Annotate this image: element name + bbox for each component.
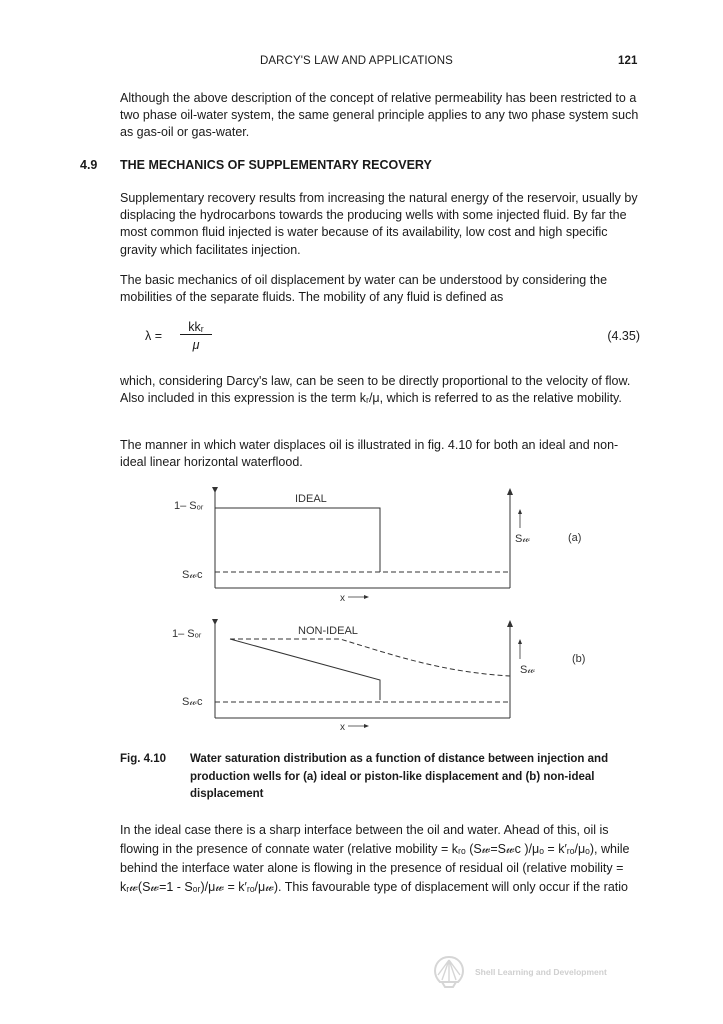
equation-number: (4.35)	[607, 329, 640, 343]
label-swc-non-ideal: S𝓌c	[182, 696, 203, 708]
panel-label-b: (b)	[572, 653, 586, 665]
arrow-up-icon	[507, 488, 513, 495]
label-1-sor-non-ideal: 1– Sₒᵣ	[172, 628, 202, 640]
paragraph-relative-permeability: Although the above description of the concept of relative permeability has been restricted to a two phase oil-water system, the same general principle applies to any two phase system such as gas-oil or gas-water.	[120, 91, 639, 140]
caption-label: Fig. 4.10	[120, 753, 167, 765]
figure-title-ideal: IDEAL	[295, 493, 327, 505]
figure-caption	[0, 751, 723, 807]
label-sw-ideal: S𝓌	[515, 533, 530, 545]
arrow-down-icon	[212, 487, 218, 493]
paragraph-ideal-case: In the ideal case there is a sharp interface between the oil and water. Ahead of this, oil is flowing in the presence of connate water (relative mobility = kᵣₒ (S𝓌=S𝓌c )/μₒ = k′ᵣₒ/μₒ), while behind the interface water alone is flowing in the presence of residual oil (relative mobility = kᵣ𝓌(S𝓌=1 - Sₒᵣ)/μ𝓌 = k′ᵣₒ/μ𝓌). This favourable type of displacement will only occur if the ratio	[120, 823, 630, 894]
caption-text: Water saturation distribution as a function of distance between injection and production wells for (a) ideal or piston-like displacement and (b) non-ideal displacement	[190, 753, 609, 800]
label-sw-non-ideal: S𝓌	[520, 664, 535, 676]
equation-lhs: λ =	[145, 329, 163, 343]
label-swc-ideal: S𝓌c	[182, 569, 203, 581]
arrow-right-icon	[364, 724, 369, 728]
equation-denominator: μ	[192, 338, 200, 352]
paragraph-darcy-velocity: which, considering Darcy's law, can be seen to be directly proportional to the velocity of flow. Also included in this expression is the term kᵣ/μ, which is referred to as the relative mobility.	[120, 374, 631, 406]
running-title: DARCY'S LAW AND APPLICATIONS	[260, 55, 453, 67]
panel-ideal	[174, 487, 581, 604]
arrow-down-icon	[212, 619, 218, 625]
panel-non-ideal	[172, 619, 585, 733]
figure-title-non-ideal: NON-IDEAL	[298, 625, 358, 637]
label-x-non-ideal: x	[340, 722, 345, 733]
figure-water-saturation	[160, 484, 600, 736]
ideal-front-curve	[215, 508, 380, 572]
footer-brand	[430, 954, 650, 990]
non-ideal-front-curve	[230, 639, 380, 700]
section-number: 4.9	[80, 158, 98, 172]
shell-logo-icon	[432, 954, 466, 988]
arrow-up-icon	[518, 509, 522, 514]
arrow-up-icon	[507, 620, 513, 627]
section-heading	[0, 158, 723, 176]
paragraph-figure-intro: The manner in which water displaces oil is illustrated in fig. 4.10 for both an ideal and non-ideal linear horizontal waterflood.	[120, 438, 619, 470]
label-1-sor-ideal: 1– Sₒᵣ	[174, 500, 204, 512]
paragraph-mobility-definition: The basic mechanics of oil displacement by water can be understood by considering the mobilities of the separate fluids. The mobility of any fluid is defined as	[120, 273, 608, 305]
non-ideal-dashed-curve	[230, 639, 510, 676]
footer-brand-text: Shell Learning and Development	[475, 967, 607, 977]
arrow-right-icon	[364, 595, 369, 599]
arrow-up-icon	[518, 639, 522, 644]
page-number: 121	[618, 55, 638, 67]
paragraph-supplementary-recovery: Supplementary recovery results from increasing the natural energy of the reservoir, usually by displacing the hydrocarbons towards the producing wells with some injected fluid. By far the most common fluid injected is water because of its availability, low cost and high specific gravity which facilitates injection.	[120, 191, 638, 257]
equation-numerator: kkᵣ	[180, 320, 212, 335]
section-title: THE MECHANICS OF SUPPLEMENTARY RECOVERY	[120, 158, 432, 172]
equation-mobility	[120, 320, 640, 360]
label-x-ideal: x	[340, 593, 345, 604]
panel-label-a: (a)	[568, 532, 582, 544]
